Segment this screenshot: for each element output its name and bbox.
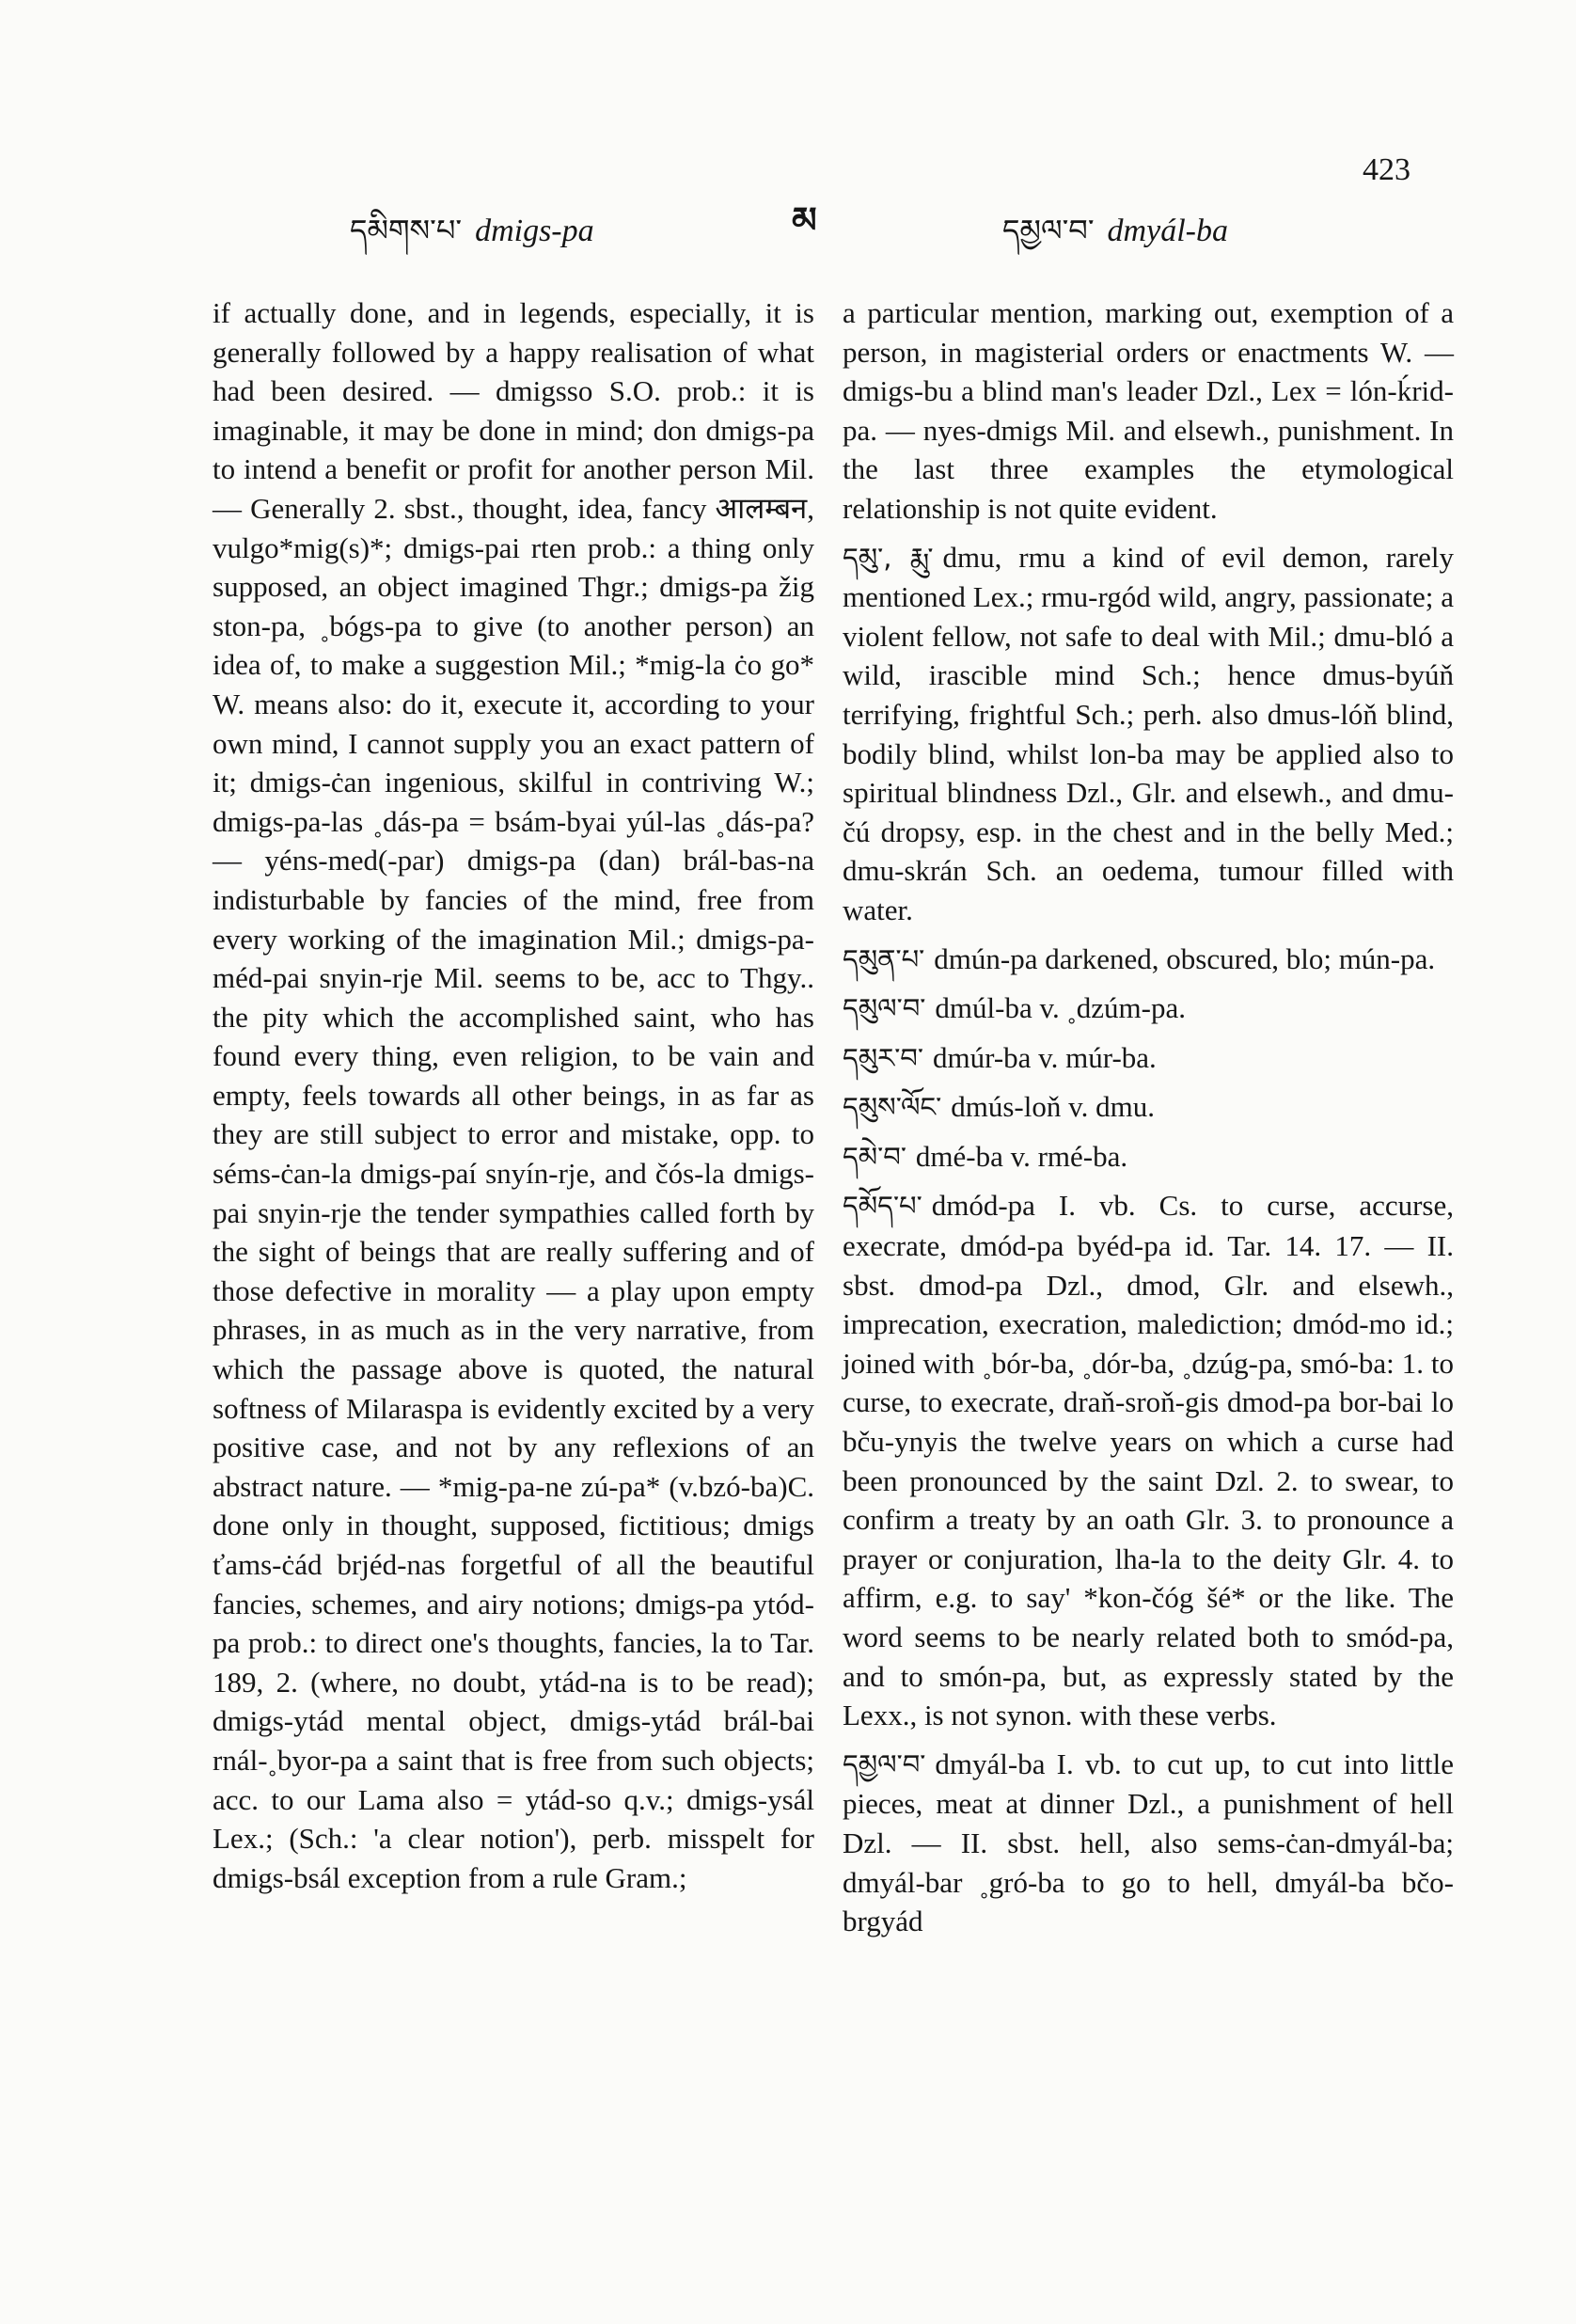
- entry-text: dmúr-ba v. múr-ba.: [933, 1040, 1157, 1074]
- entry-dmyal-ba: [843, 1745, 1454, 1941]
- page-number: 423: [1363, 152, 1411, 187]
- entry-text: dmyál-ba I. vb. to cut up, to cut into little pieces, meat at dinner Dzl., a punishment of hell Dzl. — II. sbst. hell, also sems-ċan-dmyál-ba; dmyál-bar ˳gró-ba to go to hell, dmyál-ba bčo-brgyád: [843, 1747, 1454, 1938]
- header-right-roman: dmyál-ba: [1107, 213, 1228, 248]
- header-left-roman: dmigs-pa: [475, 213, 594, 248]
- entry-headword: དམུན་པ་: [843, 942, 925, 975]
- entry-headword: དམུས་ལོང་: [843, 1091, 942, 1124]
- section-letter: མ: [792, 201, 817, 241]
- entry-text: dmúl-ba v. ˳dzúm-pa.: [935, 991, 1186, 1025]
- entry-text: dmu, rmu a kind of evil demon, rarely mentioned Lex.; rmu-rgód wild, angry, passionate; a violent fellow, not safe to deal with Mil.; dmu-bló a wild, irascible mind Sch.; hence dmus-byúň terrifying, frightful Sch.; perh. also dmus-lóň blind, bodily blind, whilst lon-ba may be applied also to spiritual blindness Dzl., Glr. and elsewh., and dmu-čú dropsy, esp. in the chest and in the belly Med.; dmu-skrán Sch. an oedema, tumour filled with water.: [843, 540, 1454, 926]
- entry-headword: དམུར་བ་: [843, 1041, 923, 1074]
- entry-dmur-ba: [843, 1038, 1454, 1079]
- entry-text: dmún-pa darkened, obscured, blo; mún-pa.: [934, 941, 1436, 975]
- entry-dmul-ba: [843, 988, 1454, 1029]
- entry-headword: དམུ་, རྨུ་: [843, 541, 934, 574]
- entry-dmu: [843, 538, 1454, 930]
- entry-text: dmús-loň v. dmu.: [951, 1090, 1155, 1124]
- entry-headword: དམུལ་བ་: [843, 992, 926, 1025]
- header-right-tibetan: དམྱལ་བ་: [1002, 213, 1095, 248]
- left-column-text: if actually done, and in legends, especially, it is generally followed by a happy realisation of what had been desired. — dmigsso S.O. prob.: it is imaginable, it may be done in mind; don dmigs-pa to intend a benefit or profit for another person Mil. — Generally 2. sbst., thought, idea, fancy आलम्बन, vulgo*mig(s)*; dmigs-pai rten prob.: a thing only supposed, an object imagined Thgr.; dmigs-pa žig ston-pa, ˳bógs-pa to give (to another person) an idea of, to make a suggestion Mil.; *mig-la ċo go* W. means also: do it, execute it, according to your own mind, I cannot supply you an exact pattern of it; dmigs-ċan ingenious, skilful in contriving W.; dmigs-pa-las ˳dás-pa = bsám-byai yúl-las ˳dás-pa? — yéns-med(-par) dmigs-pa (dan) brál-bas-na indisturbable by fancies of the mind, free from every working of the imagination Mil.; dmigs-pa-méd-pai snyin-rje Mil. seems to be, acc to Thgy.. the pity which the accomplished saint, who has found every thing, even religion, to be vain and empty, feels towards all other beings, in as far as they are still subject to error and mistake, opp. to séms-ċan-la dmigs-paí snyín-rje, and čós-la dmigs-pai snyin-rje the tender sympathies called forth by the sight of beings that are really suffering and of those defective in morality — a play upon empty phrases, in as much as in the very narrative, from which the passage above is quoted, the natural softness of Milaraspa is evidently excited by a very positive case, and not by any reflexions of an abstract nature. — *mig-pa-ne zú-pa* (v.bzó-ba)C. done only in thought, supposed, fictitious; dmigs ťams-ċád brjéd-nas forgetful of all the beautiful fancies, schemes, and airy notions; dmigs-pa ytód-pa prob.: to direct one's thoughts, fancies, la to Tar. 189, 2. (where, no doubt, ytád-na is to be read); dmigs-ytád mental object, dmigs-ytád brál-bai rnál-˳byor-pa a saint that is free from such objects; acc. to our Lama also = ytád-so q.v.; dmigs-ysál Lex.; (Sch.: 'a clear notion'), perb. misspelt for dmigs-bsál exception from a rule Gram.;: [213, 296, 814, 1894]
- left-column: [213, 293, 814, 1897]
- entry-text: dmé-ba v. rmé-ba.: [915, 1139, 1128, 1173]
- entry-text: dmód-pa I. vb. Cs. to curse, accurse, execrate, dmód-pa byéd-pa id. Tar. 14. 17. — II. sbst. dmod-pa Dzl., dmod, Glr. and elsewh., imprecation, execration, malediction; dmód-mo id.; joined with ˳bór-ba, ˳dór-ba, ˳dzúg-pa, smó-ba: 1. to curse, to execrate, draň-sroň-gis dmod-pa bor-bai lo bču-ynyis the twelve years on which a curse had been pronounced by the saint Dzl. 2. to swear, to confirm a treaty by an oath Glr. 3. to pronounce a prayer or conjuration, lha-la to the deity Glr. 4. to affirm, e.g. to say' *kon-čóg šé* or the like. The word seems to be nearly related both to smód-pa, and to smón-pa, but, as expressly stated by the Lexx., is not synon. with these verbs.: [843, 1189, 1454, 1732]
- entry-dme-ba: [843, 1137, 1454, 1178]
- running-header-left: [350, 198, 594, 282]
- entry-dmod-pa: [843, 1186, 1454, 1734]
- entry-headword: དམྱལ་བ་: [843, 1747, 926, 1780]
- entry-dmus-lon: [843, 1087, 1454, 1128]
- entry-headword: དམེ་བ་: [843, 1140, 906, 1173]
- right-column-intro: a particular mention, marking out, exemption of a person, in magisterial orders or enactments W. — dmigs-bu a blind man's leader Dzl., Lex = lón-ḱrid-pa. — nyes-dmigs Mil. and elsewh., punishment. In the last three examples the etymological relationship is not quite evident.: [843, 296, 1454, 525]
- header-left-tibetan: དམིགས་པ་: [350, 213, 463, 248]
- right-column: [843, 293, 1454, 1941]
- running-header-right: [1002, 198, 1228, 282]
- entry-headword: དམོད་པ་: [843, 1190, 922, 1223]
- entry-dmun-pa: [843, 940, 1454, 980]
